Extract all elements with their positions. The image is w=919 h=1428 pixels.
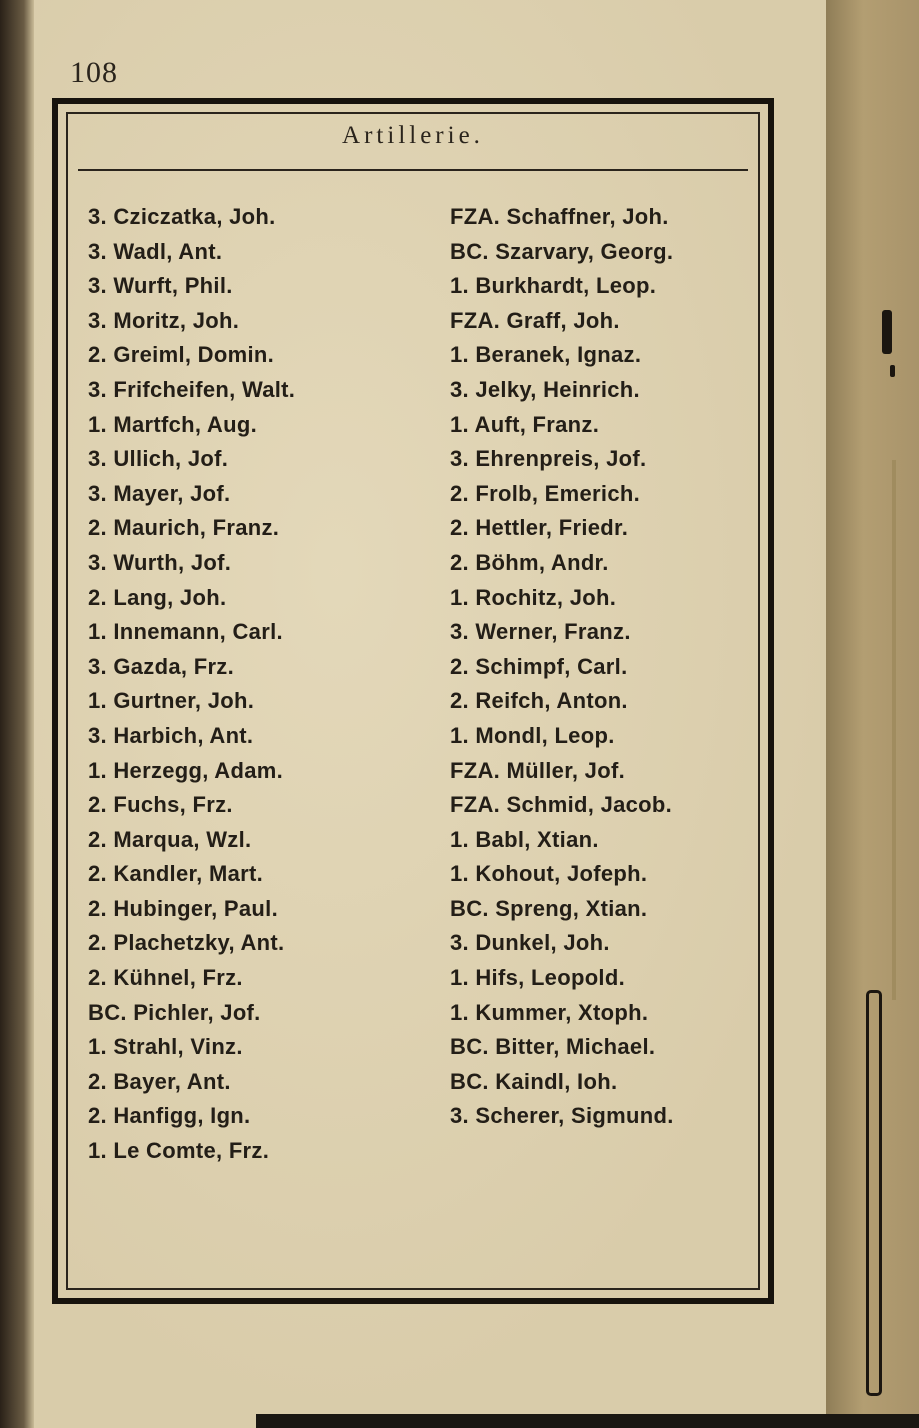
list-item: 2. Hettler, Friedr. <box>450 515 629 541</box>
list-item: FZA. Graff, Joh. <box>450 307 620 333</box>
list-item: 2. Greiml, Domin. <box>88 342 275 368</box>
list-item: 3. Scherer, Sigmund. <box>450 1103 674 1129</box>
list-item: 1. Le Comte, Frz. <box>88 1138 270 1164</box>
list-item: 1. Rochitz, Joh. <box>450 584 617 610</box>
list-item: 2. Frolb, Emerich. <box>450 480 641 506</box>
list-item: FZA. Schmid, Jacob. <box>450 792 673 818</box>
list-item: 3. Jelky, Heinrich. <box>450 376 640 402</box>
section-title: Artillerie. <box>342 122 484 149</box>
facing-page-frame-fragment <box>866 990 882 1396</box>
list-item: BC. Kaindl, Ioh. <box>450 1068 618 1094</box>
binding-gutter <box>0 0 34 1428</box>
list-item: 1. Gurtner, Joh. <box>88 688 255 714</box>
list-item: 2. Lang, Joh. <box>88 584 227 610</box>
list-item: 2. Plachetzky, Ant. <box>88 930 285 956</box>
list-item: 1. Martfch, Aug. <box>88 411 257 437</box>
right-column <box>450 200 674 1134</box>
list-item: 3. Harbich, Ant. <box>88 722 254 748</box>
list-item: 1. Hifs, Leopold. <box>450 965 625 991</box>
list-item: 3. Dunkel, Joh. <box>450 930 610 956</box>
list-item: 3. Werner, Franz. <box>450 619 631 645</box>
list-item: 2. Hubinger, Paul. <box>88 895 278 921</box>
list-item: 1. Strahl, Vinz. <box>88 1034 243 1060</box>
list-item: 1. Babl, Xtian. <box>450 826 599 852</box>
list-item: 2. Böhm, Andr. <box>450 549 609 575</box>
list-item: BC. Spreng, Xtian. <box>450 895 648 921</box>
list-item: FZA. Müller, Jof. <box>450 757 625 783</box>
ink-mark <box>890 365 895 377</box>
list-item: 2. Schimpf, Carl. <box>450 653 628 679</box>
title-rule <box>78 169 748 171</box>
list-item: 2. Kühnel, Frz. <box>88 965 243 991</box>
list-item: BC. Pichler, Jof. <box>88 999 261 1025</box>
list-item: 2. Maurich, Franz. <box>88 515 280 541</box>
list-item: 3. Cziczatka, Joh. <box>88 204 276 229</box>
list-item: 2. Kandler, Mart. <box>88 861 264 887</box>
list-item: 1. Innemann, Carl. <box>88 619 283 645</box>
list-item: 1. Burkhardt, Leop. <box>450 273 657 299</box>
list-item: 3. Ehrenpreis, Jof. <box>450 446 647 472</box>
list-item: 3. Wadl, Ant. <box>88 238 223 264</box>
list-item: 1. Kummer, Xtoph. <box>450 999 649 1025</box>
list-item: 3. Mayer, Jof. <box>88 480 231 506</box>
roster-inner-border <box>66 112 760 1290</box>
left-column <box>88 200 295 1169</box>
list-item: 3. Gazda, Frz. <box>88 653 235 679</box>
ink-mark <box>882 310 892 354</box>
page-number: 108 <box>70 56 118 89</box>
roster-frame <box>52 98 774 1304</box>
list-item: 2. Bayer, Ant. <box>88 1068 231 1094</box>
list-item: 2. Marqua, Wzl. <box>88 826 252 852</box>
list-item: 2. Fuchs, Frz. <box>88 792 233 818</box>
list-item: 2. Hanfigg, Ign. <box>88 1103 251 1129</box>
page-fold-line <box>892 460 896 1000</box>
list-item: 1. Mondl, Leop. <box>450 722 615 748</box>
list-item: FZA. Schaffner, Joh. <box>450 204 669 229</box>
list-item: 1. Kohout, Jofeph. <box>450 861 648 887</box>
list-item: 2. Reifch, Anton. <box>450 688 628 714</box>
list-item: 3. Frifcheifen, Walt. <box>88 376 296 402</box>
list-item: BC. Bitter, Michael. <box>450 1034 656 1060</box>
list-item: 1. Beranek, Ignaz. <box>450 342 642 368</box>
list-item: 3. Wurft, Phil. <box>88 273 233 299</box>
list-item: 3. Moritz, Joh. <box>88 307 240 333</box>
facing-page-edge <box>826 0 919 1428</box>
list-item: 3. Ullich, Jof. <box>88 446 229 472</box>
list-item: BC. Szarvary, Georg. <box>450 238 674 264</box>
list-item: 3. Wurth, Jof. <box>88 549 232 575</box>
scan-shadow <box>256 1414 919 1428</box>
list-item: 1. Herzegg, Adam. <box>88 757 284 783</box>
list-item: 1. Auft, Franz. <box>450 411 600 437</box>
